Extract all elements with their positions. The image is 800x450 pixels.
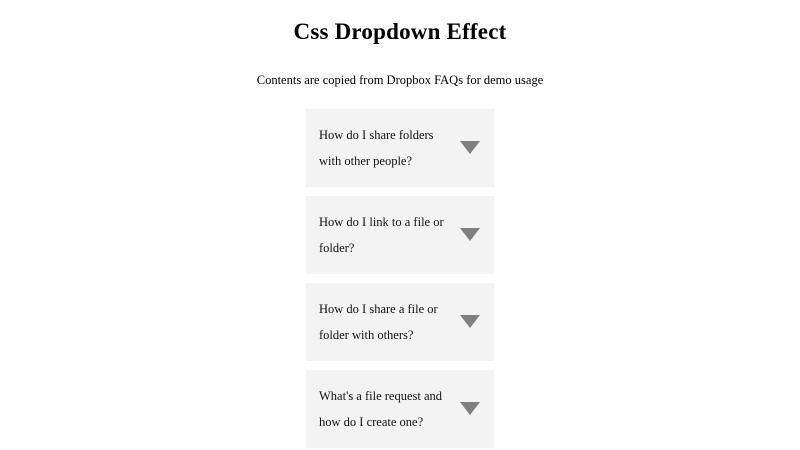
faq-item-header[interactable] — [306, 196, 494, 274]
faq-item-header[interactable] — [306, 370, 494, 448]
caret-down-icon[interactable] — [459, 137, 481, 159]
faq-question: How do I share a file or folder with others? — [319, 302, 438, 342]
page-title: Css Dropdown Effect — [293, 19, 507, 44]
caret-down-icon[interactable] — [459, 398, 481, 420]
faq-question: How do I share folders with other people? — [319, 128, 434, 168]
page-subtitle: Contents are copied from Dropbox FAQs for demo usage — [256, 73, 544, 87]
faq-list — [306, 88, 494, 448]
faq-item-header[interactable] — [306, 283, 494, 361]
faq-item[interactable] — [306, 109, 494, 187]
caret-down-icon[interactable] — [459, 224, 481, 246]
faq-item-header[interactable] — [306, 109, 494, 187]
faq-item[interactable] — [306, 196, 494, 274]
faq-item[interactable] — [306, 370, 494, 448]
faq-question: How do I link to a file or folder? — [319, 215, 444, 255]
caret-down-icon[interactable] — [459, 311, 481, 333]
faq-item[interactable] — [306, 283, 494, 361]
faq-question: What's a file request and how do I create one? — [319, 389, 443, 429]
